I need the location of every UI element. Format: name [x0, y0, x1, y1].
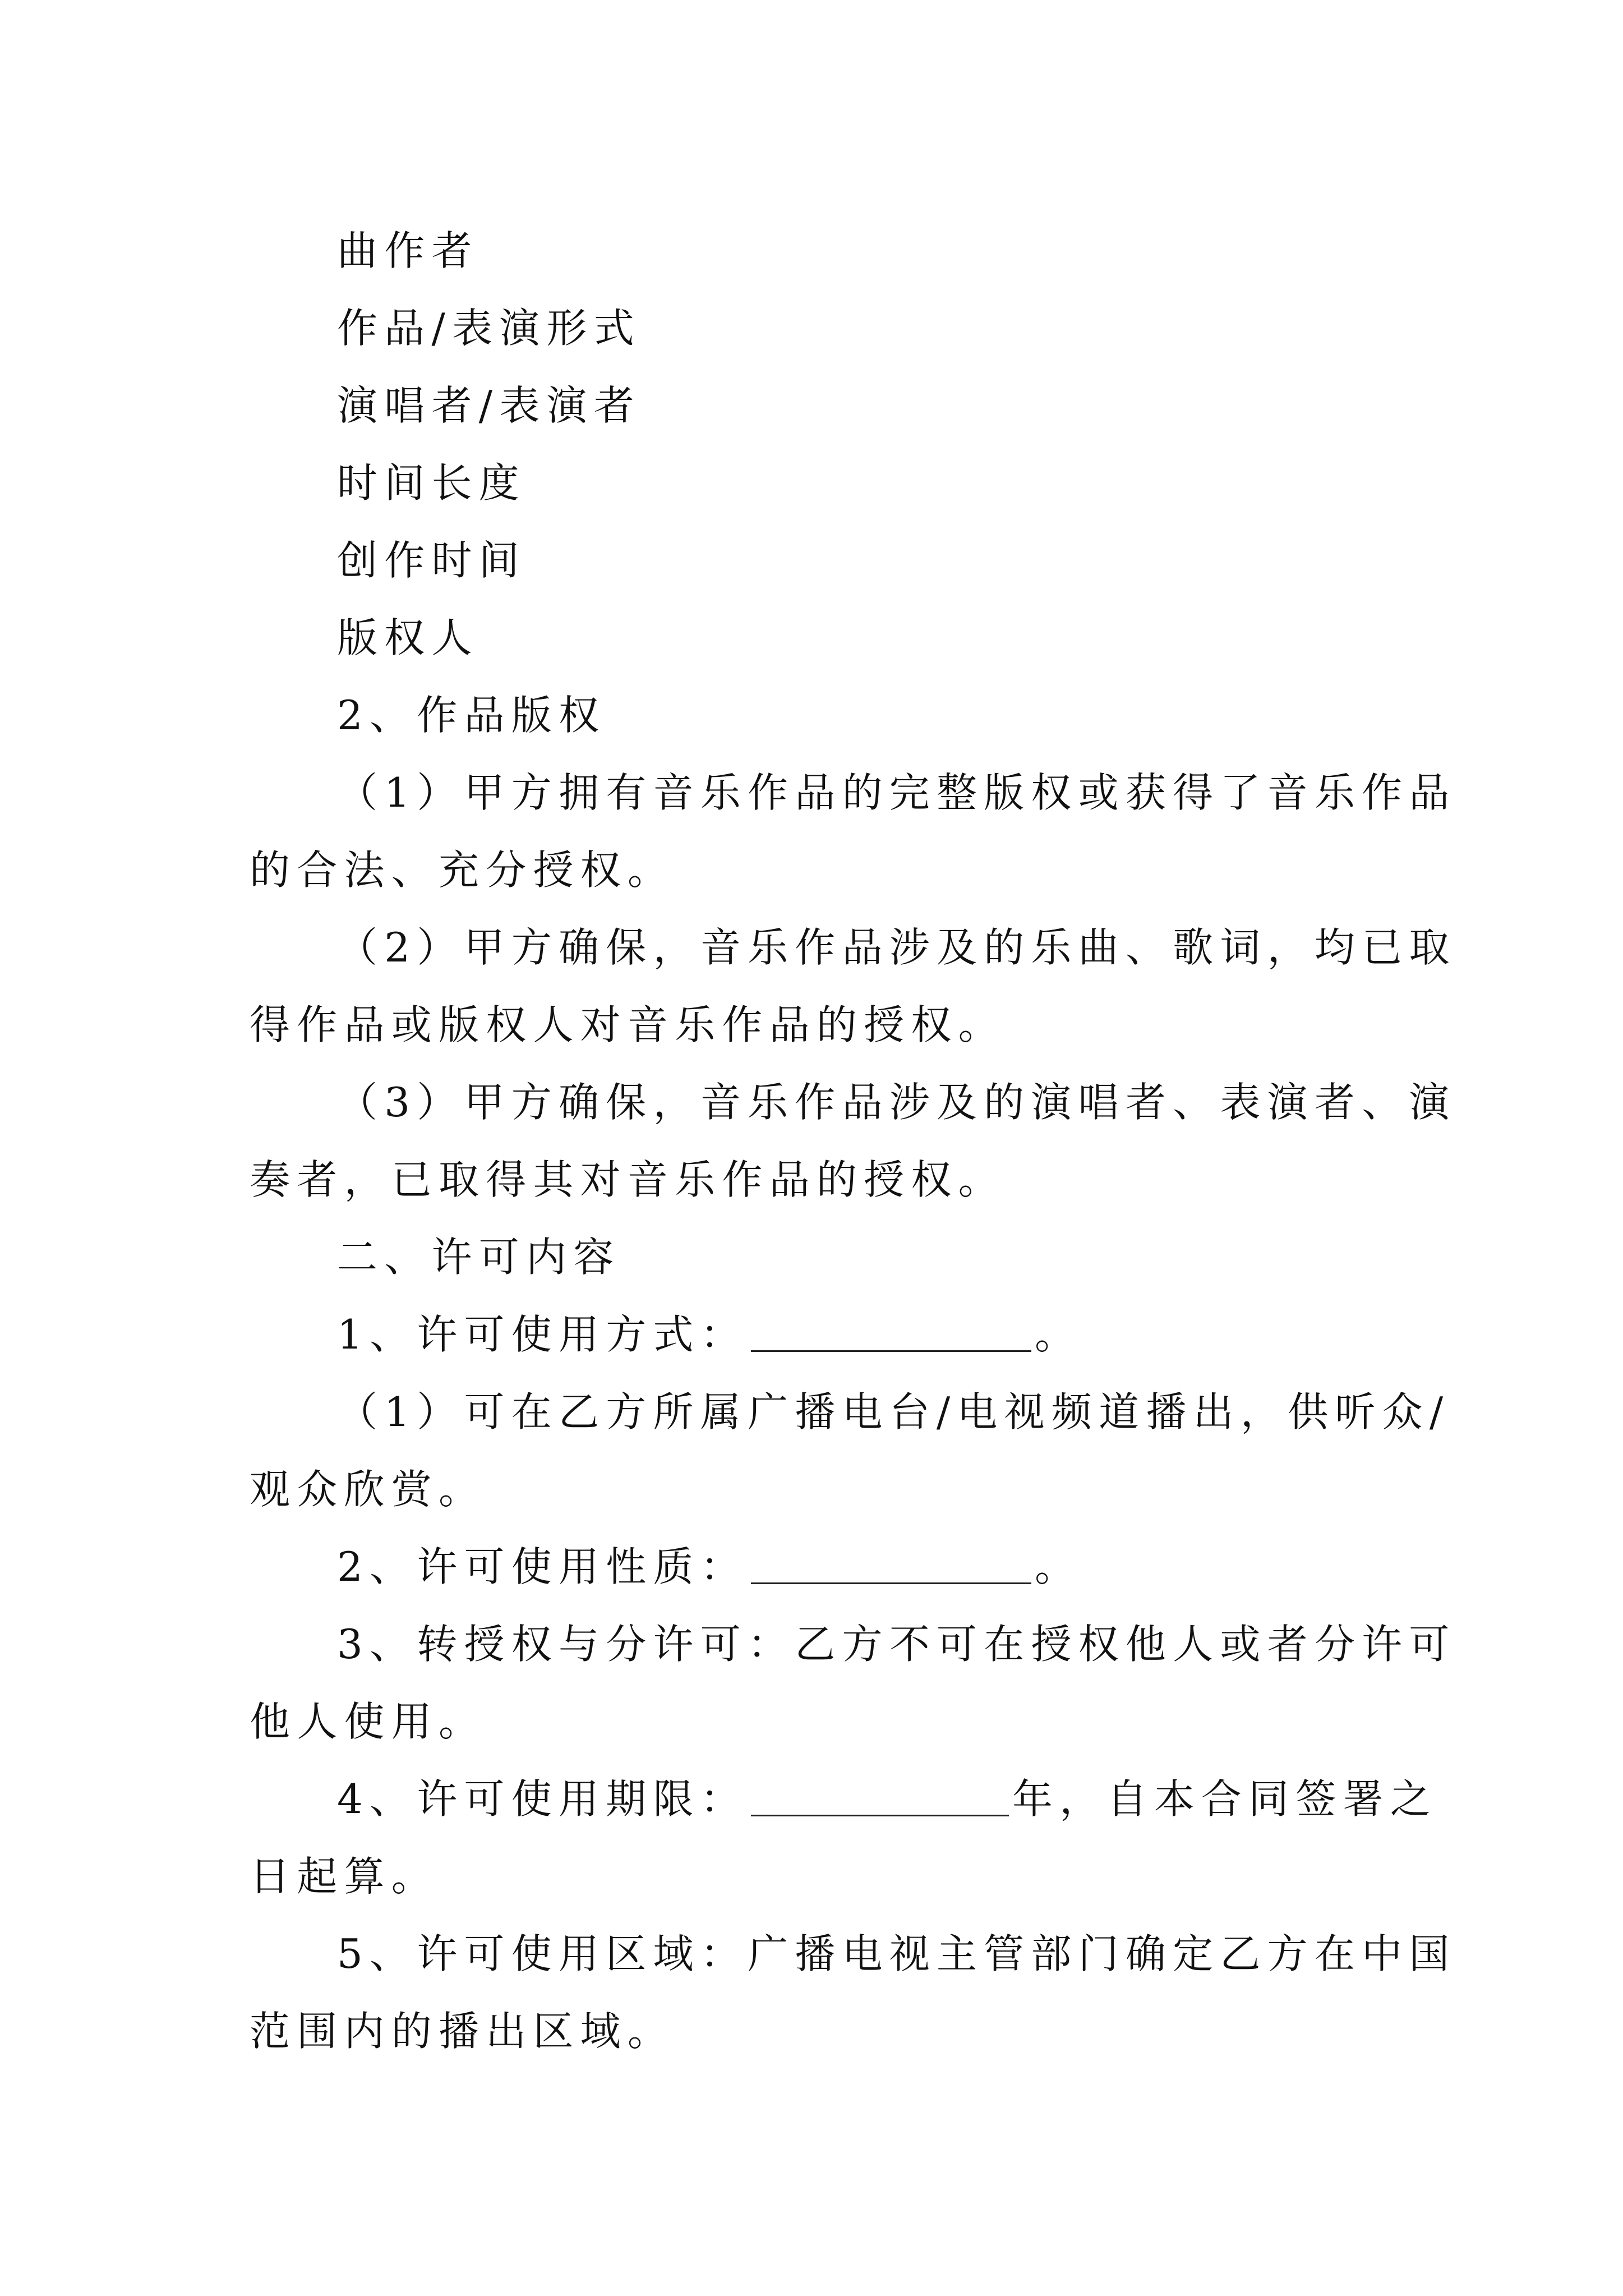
paragraph-line: 5、许可使用区域：广播电视主管部门确定乙方在中国	[337, 1930, 1456, 1977]
field-performer: 演唱者/表演者	[337, 382, 641, 429]
field-work-form: 作品/表演形式	[337, 305, 641, 352]
paragraph-line: 日起算。	[250, 1853, 439, 1900]
paragraph-line: （2）甲方确保，音乐作品涉及的乐曲、歌词，均已取	[337, 924, 1456, 971]
paragraph-line: 3、转授权与分许可：乙方不可在授权他人或者分许可	[337, 1621, 1456, 1668]
license-nature-end: 。	[1034, 1543, 1082, 1590]
paragraph-line: 得作品或版权人对音乐作品的授权。	[250, 1001, 1006, 1048]
paragraph-line: 观众欣赏。	[250, 1466, 486, 1513]
license-nature-blank[interactable]	[751, 1547, 1031, 1584]
field-creation-time: 创作时间	[337, 537, 526, 584]
license-nature-label: 2、许可使用性质：	[337, 1543, 748, 1590]
paragraph-line: 的合法、充分授权。	[250, 846, 675, 894]
section-heading-copyright: 2、作品版权	[337, 692, 606, 739]
license-term-blank[interactable]	[751, 1779, 1009, 1816]
field-copyright-holder: 版权人	[337, 614, 479, 661]
license-term-label: 4、许可使用期限：	[337, 1775, 748, 1823]
paragraph-line: 他人使用。	[250, 1698, 486, 1745]
license-nature-line	[250, 1528, 1394, 1605]
section-heading-license: 二、许可内容	[337, 1234, 621, 1281]
paragraph-line: 奏者，已取得其对音乐作品的授权。	[250, 1156, 1006, 1203]
license-term-end: 年，自本合同签署之	[1012, 1775, 1438, 1823]
license-method-blank[interactable]	[751, 1314, 1031, 1352]
license-term-line	[250, 1760, 1438, 1838]
license-method-end: 。	[1034, 1311, 1082, 1358]
license-method-label: 1、许可使用方式：	[337, 1311, 748, 1358]
paragraph-line: 范围内的播出区域。	[250, 2008, 675, 2055]
field-duration: 时间长度	[337, 459, 526, 507]
paragraph-line: （3）甲方确保，音乐作品涉及的演唱者、表演者、演	[337, 1079, 1456, 1126]
field-composer: 曲作者	[337, 227, 479, 274]
paragraph-line: （1）甲方拥有音乐作品的完整版权或获得了音乐作品	[337, 769, 1456, 816]
paragraph-line: （1）可在乙方所属广播电台/电视频道播出，供听众/	[337, 1388, 1450, 1435]
license-method-line	[250, 1296, 1394, 1373]
document-body	[250, 212, 1456, 2070]
